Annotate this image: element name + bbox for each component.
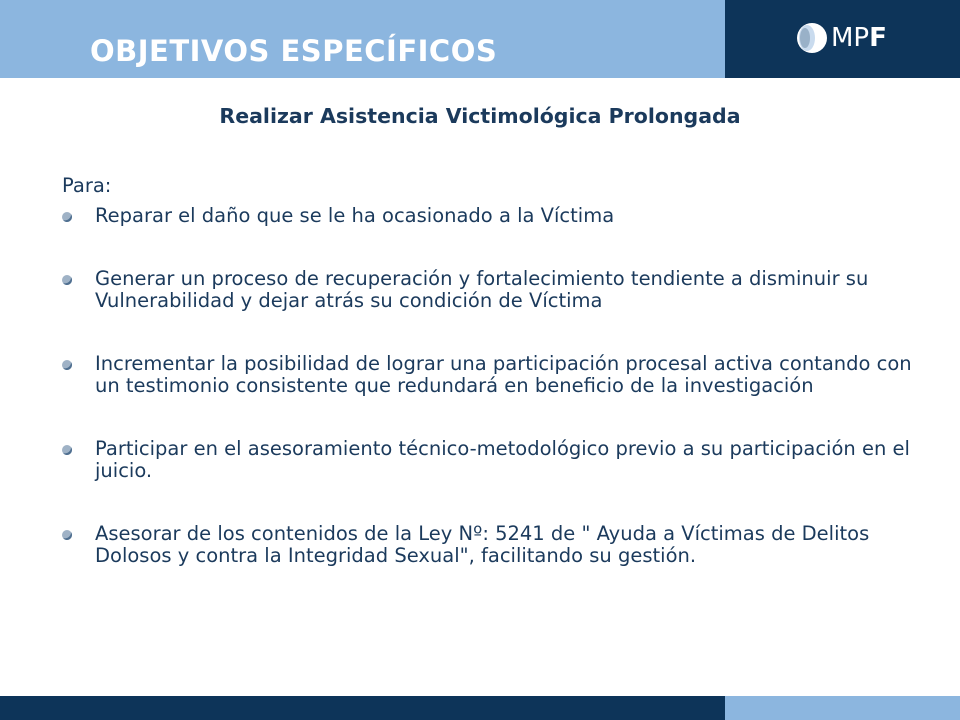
slide-title: OBJETIVOS ESPECÍFICOS	[90, 34, 498, 68]
sphere-bullet-icon	[60, 528, 74, 542]
sphere-bullet-icon	[60, 443, 74, 457]
slide-subtitle: Realizar Asistencia Victimológica Prolongada	[219, 104, 741, 128]
footer-band-light	[725, 696, 960, 720]
list-item-text: Incrementar la posibilidad de lograr una participación procesal activa contando con un testimonio consistente que redundará en beneficio de la investigación	[95, 352, 912, 397]
sphere-bullet-icon	[60, 273, 74, 287]
mpf-logo	[795, 20, 887, 56]
intro-text: Para:	[62, 174, 112, 197]
list-item	[60, 353, 920, 397]
header-band	[0, 0, 725, 78]
list-item	[60, 523, 920, 567]
list-item-text: Reparar el daño que se le ha ocasionado a la Víctima	[95, 204, 615, 227]
list-item	[60, 205, 920, 227]
logo-block	[725, 0, 960, 78]
logo-text: MPF	[831, 23, 887, 53]
list-item-text: Participar en el asesoramiento técnico-metodológico previo a su participación en el juicio.	[95, 437, 910, 482]
list-item	[60, 268, 920, 312]
list-item	[60, 438, 920, 482]
list-item-text: Asesorar de los contenidos de la Ley Nº: 5241 de " Ayuda a Víctimas de Delitos Dolosos y contra la Integridad Sexual", facilitando su gestión.	[95, 522, 870, 567]
objectives-list	[60, 205, 920, 567]
sphere-bullet-icon	[60, 210, 74, 224]
sphere-bullet-icon	[60, 358, 74, 372]
footer-band-dark	[0, 696, 725, 720]
mpf-logo-icon	[795, 21, 829, 55]
list-item-text: Generar un proceso de recuperación y fortalecimiento tendiente a disminuir su Vulnerabilidad y dejar atrás su condición de Víctima	[95, 267, 869, 312]
